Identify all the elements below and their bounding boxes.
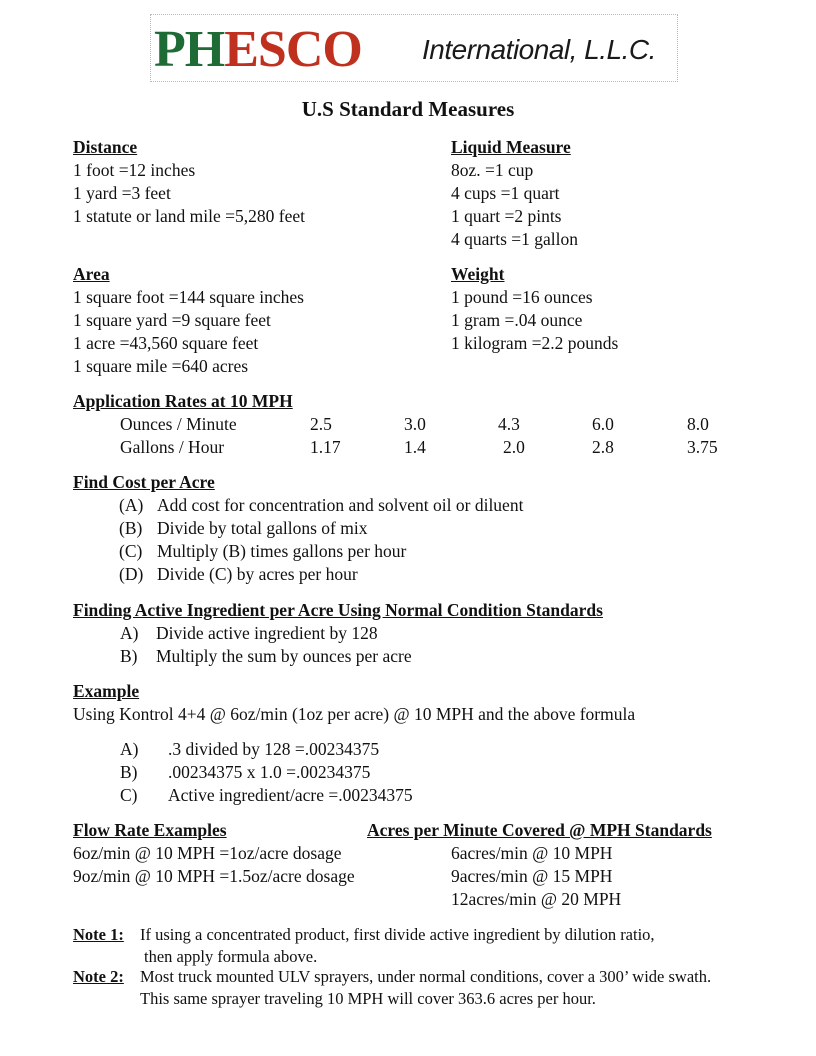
example-step-text: Active ingredient/acre =.00234375	[168, 785, 413, 805]
cost-step-text: Add cost for concentration and solvent oil or diluent	[157, 495, 524, 515]
example-step-text: .00234375 x 1.0 =.00234375	[168, 762, 371, 782]
weight-line: 1 gram =.04 ounce	[451, 310, 583, 330]
rates-cell: 6.0	[592, 414, 614, 434]
example-step-marker: A)	[120, 739, 139, 759]
cost-step-text: Divide by total gallons of mix	[157, 518, 368, 538]
note-label: Note 1:	[73, 925, 124, 944]
area-line: 1 acre =43,560 square feet	[73, 333, 259, 353]
note-text: Most truck mounted ULV sprayers, under normal conditions, cover a 300’ wide swath.	[140, 967, 712, 986]
example-heading: Example	[73, 681, 140, 701]
rates-cell: 3.0	[404, 414, 426, 434]
rates-cell: 8.0	[687, 414, 709, 434]
logo-suffix: International, L.L.C.	[422, 34, 656, 65]
rates-cell: 2.5	[310, 414, 332, 434]
rates-cell: 1.17	[310, 437, 341, 457]
area-line: 1 square mile =640 acres	[73, 356, 249, 376]
area-line: 1 square yard =9 square feet	[73, 310, 271, 330]
active-heading: Finding Active Ingredient per Acre Using Normal Condition Standards	[73, 600, 603, 620]
distance-line: 1 foot =12 inches	[73, 160, 196, 180]
rates-cell: 2.0	[503, 437, 525, 457]
flow-line: 6oz/min @ 10 MPH =1oz/acre dosage	[73, 843, 342, 863]
rates-row-label: Gallons / Hour	[120, 437, 225, 457]
acres-line: 6acres/min @ 10 MPH	[451, 843, 613, 863]
acres-heading: Acres per Minute Covered @ MPH Standards	[367, 820, 712, 840]
rates-cell: 1.4	[404, 437, 426, 457]
cost-step-marker: (A)	[119, 495, 144, 515]
flow-line: 9oz/min @ 10 MPH =1.5oz/acre dosage	[73, 866, 355, 886]
distance-heading: Distance	[73, 137, 138, 157]
area-heading: Area	[73, 264, 110, 284]
rates-heading: Application Rates at 10 MPH	[73, 391, 293, 411]
cost-heading: Find Cost per Acre	[73, 472, 215, 492]
rates-cell: 2.8	[592, 437, 614, 457]
cost-step-marker: (D)	[119, 564, 144, 584]
flow-heading: Flow Rate Examples	[73, 820, 227, 840]
logo-brand: PHESCO	[154, 21, 362, 78]
active-step-text: Divide active ingredient by 128	[156, 623, 378, 643]
acres-line: 9acres/min @ 15 MPH	[451, 866, 613, 886]
liquid-line: 8oz. =1 cup	[451, 160, 534, 180]
weight-line: 1 pound =16 ounces	[451, 287, 593, 307]
rates-cell: 3.75	[687, 437, 718, 457]
example-intro: Using Kontrol 4+4 @ 6oz/min (1oz per acre) @ 10 MPH and the above formula	[73, 704, 636, 724]
note-text: If using a concentrated product, first divide active ingredient by dilution ratio,	[140, 925, 655, 944]
weight-heading: Weight	[451, 264, 505, 284]
liquid-line: 4 quarts =1 gallon	[451, 229, 579, 249]
cost-step-marker: (C)	[119, 541, 143, 561]
example-step-marker: B)	[120, 762, 138, 782]
liquid-line: 4 cups =1 quart	[451, 183, 560, 203]
weight-line: 1 kilogram =2.2 pounds	[451, 333, 619, 353]
example-step-text: .3 divided by 128 =.00234375	[168, 739, 380, 759]
note-label: Note 2:	[73, 967, 124, 986]
example-step-marker: C)	[120, 785, 138, 805]
liquid-line: 1 quart =2 pints	[451, 206, 562, 226]
liquid-heading: Liquid Measure	[451, 137, 571, 157]
note-text: then apply formula above.	[144, 947, 318, 966]
cost-step-text: Divide (C) by acres per hour	[157, 564, 358, 584]
rates-row-label: Ounces / Minute	[120, 414, 237, 434]
active-step-marker: A)	[120, 623, 139, 643]
distance-line: 1 statute or land mile =5,280 feet	[73, 206, 305, 226]
page-title: U.S Standard Measures	[301, 97, 515, 121]
cost-step-marker: (B)	[119, 518, 143, 538]
note-text: This same sprayer traveling 10 MPH will cover 363.6 acres per hour.	[140, 989, 596, 1008]
distance-line: 1 yard =3 feet	[73, 183, 171, 203]
area-line: 1 square foot =144 square inches	[73, 287, 304, 307]
rates-cell: 4.3	[498, 414, 520, 434]
active-step-text: Multiply the sum by ounces per acre	[156, 646, 412, 666]
acres-line: 12acres/min @ 20 MPH	[451, 889, 622, 909]
active-step-marker: B)	[120, 646, 138, 666]
cost-step-text: Multiply (B) times gallons per hour	[157, 541, 407, 561]
